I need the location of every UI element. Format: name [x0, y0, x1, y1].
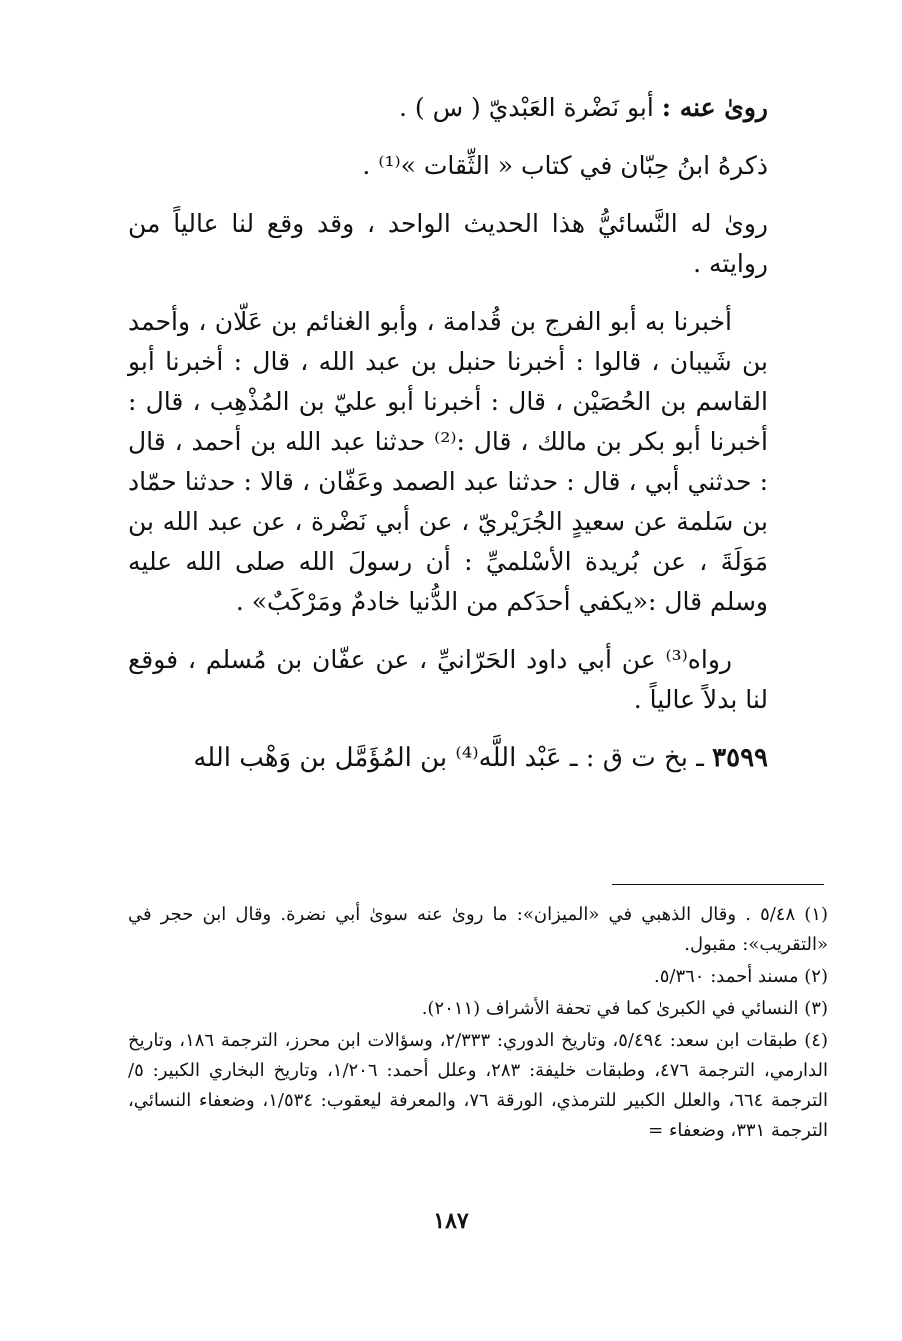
entry-codes: ـ بخ ت ق : ـ: [569, 743, 713, 773]
narrated-from-him-text: أبو نَضْرة العَبْديّ ( س ) .: [398, 93, 662, 122]
main-text: [128, 88, 768, 778]
footnote-3: (٣) النسائي في الكبرىٰ كما في تحفة الأشراف (٢٠١١).: [421, 998, 828, 1019]
narrators-paragraph: [128, 88, 768, 128]
footnote-4: (٤) طبقات ابن سعد: ٥/٤٩٤، وتاريخ الدوري: ٢/٣٣٣، وسؤالات ابن محرز، الترجمة ١٨٦، وتاريخ الدارمي، الترجمة ٤٧٦، وطبقات خليفة: ٢٨٣، وعلل أحمد: ١/٢٠٦، وتاريخ البخاري الكبير: ٥/الترجمة ٦٦٤، والعلل الكبير للترمذي، الورقة ٧٦، والمعرفة ليعقوب: ١/٥٣٤، وضعفاء النسائي، الترجمة ٣٣١، وضعفاء =: [128, 1030, 828, 1141]
footnote-2: (٢) مسند أحمد: ٥/٣٦٠.: [653, 966, 828, 987]
narrated-from-him-label: روىٰ عنه :: [661, 93, 768, 122]
isnad-paragraph: أخبرنا به أبو الفرج بن قُدامة ، وأبو الغنائم بن عَلّان ، وأحمد بن شَيبان ، قالوا : أخبرنا حنبل بن عبد الله ، قال : أخبرنا أبو القاسم بن الحُصَيْن ، قال : أخبرنا أبو عليّ بن المُذْهِب ، قال : أخبرنا أبو بكر بن مالك ، قال :⁽²⁾ حدثنا عبد الله بن أحمد ، قال : حدثني أبي ، قال : حدثنا عبد الصمد وعَفّان ، قالا : حدثنا حمّاد بن سَلمة عن سعيدٍ الجُرَيْريّ ، عن أبي نَضْرة ، عن عبد الله بن مَوَلَةَ ، عن بُريدة الأسْلميِّ : أن رسولَ الله صلى الله عليه وسلم قال :«يكفي أحدَكم من الدُّنيا خادمٌ ومَرْكَبٌ» .: [128, 307, 768, 616]
nasai-narration-paragraph: روىٰ له النَّسائيُّ هذا الحديث الواحد ، وقد وقع لنا عالياً من روايته .: [128, 209, 768, 278]
rawahu-paragraph: رواه⁽³⁾ عن أبي داود الحَرّانيِّ ، عن عفّان بن مُسلم ، فوقع لنا بدلاً عالياً .: [128, 645, 768, 714]
entry-number: ٣٥٩٩: [712, 743, 768, 773]
biography-entry-heading: [128, 738, 768, 778]
footnote-1: (١) ٥/٤٨ . وقال الذهبي في «الميزان»: ما روىٰ عنه سوىٰ أبي نضرة. وقال ابن حجر في «التقريب»: مقبول.: [128, 904, 828, 955]
footnotes-section: [128, 900, 828, 1148]
page-number: ١٨٧: [433, 1208, 469, 1234]
footnote-separator: [612, 884, 824, 885]
thiqat-mention-paragraph: ذكرهُ ابنُ حِبّان في كتاب « الثِّقات »⁽¹⁾ .: [362, 151, 768, 180]
entry-name: عَبْد اللَّه⁽⁴⁾ بن المُؤَمَّل بن وَهْب الله: [193, 743, 562, 773]
